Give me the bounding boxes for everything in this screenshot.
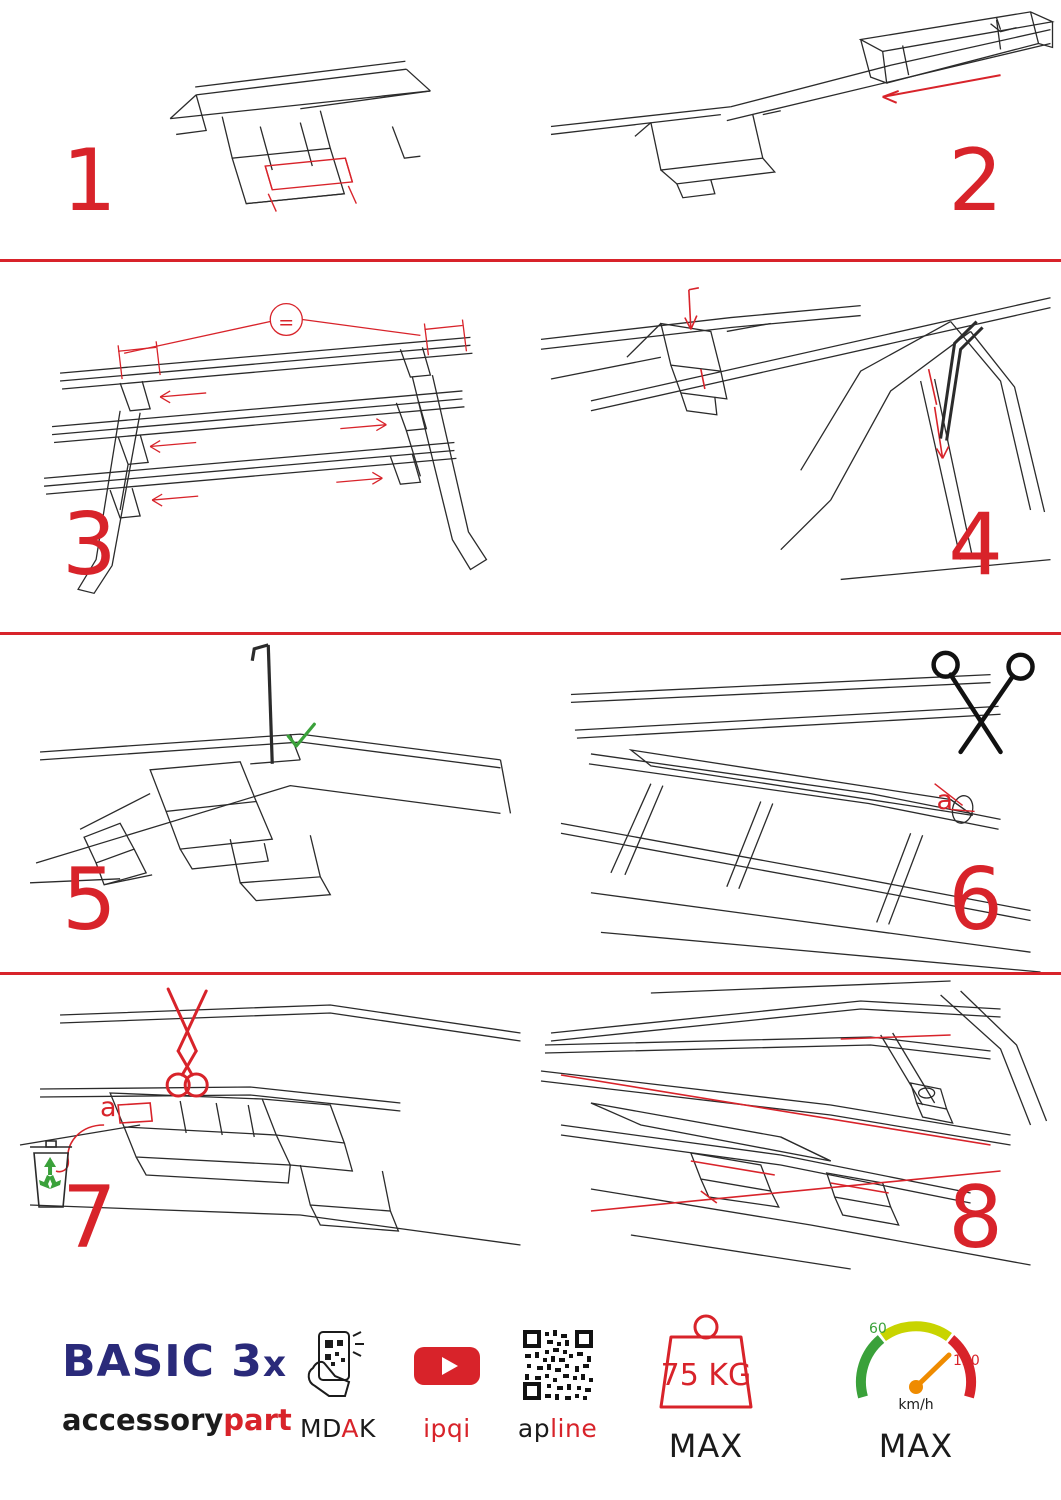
step-panel-3 — [0, 262, 531, 632]
brand-sub-second: part — [223, 1403, 292, 1437]
speed-unit-label: km/h — [898, 1396, 934, 1413]
step-panel-2 — [531, 0, 1061, 259]
step-row-4 — [0, 975, 1061, 1275]
step-panel-7 — [0, 975, 531, 1275]
step-panel-4 — [531, 262, 1061, 632]
step-number-6: 6 — [948, 850, 1003, 950]
partner-logos — [300, 1328, 597, 1447]
weight-max-label: MAX — [668, 1426, 744, 1465]
step-row-3 — [0, 635, 1061, 975]
label-a-step7: a — [100, 1092, 117, 1123]
logo-apline — [518, 1328, 597, 1443]
weight-icon — [631, 1307, 781, 1417]
brand-sub-first: accessory — [62, 1403, 224, 1437]
equal-symbol: = — [278, 311, 295, 334]
brand-title — [62, 1336, 300, 1387]
speed-max-label: MAX — [878, 1426, 954, 1465]
weight-limit — [631, 1307, 781, 1465]
speed-high-label: 120 — [953, 1352, 980, 1369]
step-number-4: 4 — [948, 495, 1003, 595]
step-panel-1 — [0, 0, 531, 259]
step-number-8: 8 — [948, 1168, 1003, 1268]
weight-value: 75 KG — [660, 1357, 752, 1393]
brand-title-suffix: x — [262, 1344, 288, 1385]
step-panel-6 — [531, 635, 1061, 972]
step-number-5: 5 — [62, 850, 117, 950]
qr-code-icon — [521, 1328, 595, 1402]
brand-block — [0, 1336, 300, 1437]
step-row-2 — [0, 262, 1061, 635]
logo-label-apline: apline — [517, 1414, 598, 1443]
step-panel-5 — [0, 635, 531, 972]
footer-bar — [0, 1275, 1061, 1500]
qr-scan-hand-icon — [301, 1328, 375, 1402]
speed-low-label: 60 — [869, 1320, 887, 1337]
step-number-2: 2 — [948, 131, 1003, 231]
label-a-step6: a — [936, 785, 953, 816]
logo-label-mdak: MDAK — [300, 1414, 376, 1443]
step-number-7: 7 — [62, 1168, 117, 1268]
logo-mdak — [300, 1328, 376, 1443]
step-number-3: 3 — [62, 495, 117, 595]
brand-subtitle — [62, 1403, 300, 1437]
speed-limit — [841, 1307, 991, 1465]
step-number-1: 1 — [62, 131, 117, 231]
step-panel-8 — [531, 975, 1061, 1275]
logo-label-ipqi: ipqi — [423, 1414, 471, 1443]
logo-ipqi — [410, 1328, 484, 1443]
brand-title-main: BASIC 3 — [62, 1336, 263, 1387]
youtube-icon — [410, 1328, 484, 1402]
limits-block — [631, 1307, 1061, 1469]
step-row-1 — [0, 0, 1061, 262]
speedometer-icon — [841, 1307, 991, 1417]
